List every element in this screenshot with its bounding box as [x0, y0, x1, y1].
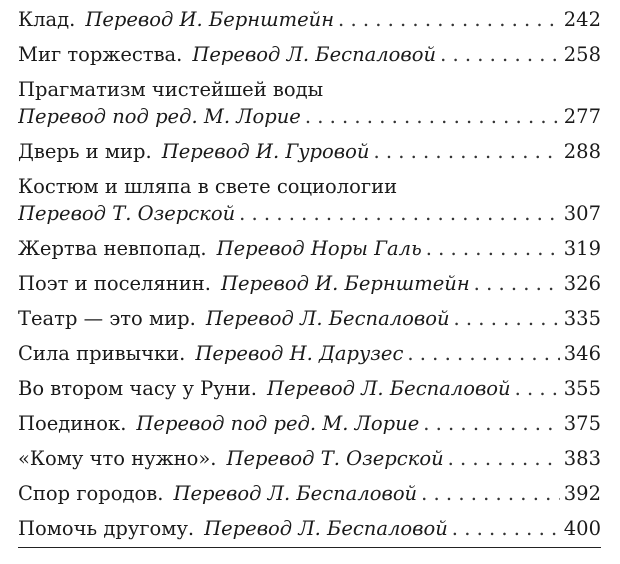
- toc-line: [18, 480, 601, 507]
- story-title: Поэт и поселянин.: [18, 272, 211, 295]
- page-number: 375: [563, 412, 601, 435]
- toc-line: [18, 235, 601, 262]
- toc-line: [18, 6, 601, 33]
- toc-entry: [18, 41, 601, 68]
- translator-credit: Перевод Л. Беспаловой: [173, 482, 418, 505]
- toc-entry: [18, 270, 601, 297]
- dot-leader: [452, 515, 560, 542]
- toc-line: [18, 41, 601, 68]
- translator-credit: Перевод И. Бернштейн: [85, 8, 335, 31]
- translator-credit: Перевод Норы Галь: [216, 237, 422, 260]
- dot-leader: [423, 410, 560, 437]
- page-number: 400: [563, 517, 601, 540]
- page-number: 288: [563, 140, 601, 163]
- dot-leader: [448, 445, 560, 472]
- story-title: Во втором часу у Руни.: [18, 377, 257, 400]
- page-number: 242: [563, 8, 601, 31]
- page-number: 346: [563, 342, 601, 365]
- toc-entry: [18, 6, 601, 33]
- page-number: 277: [563, 105, 601, 128]
- translator-credit: Перевод Т. Озерской: [226, 447, 444, 470]
- translator-credit: Перевод И. Бернштейн: [220, 272, 470, 295]
- dot-leader: [305, 103, 560, 130]
- story-title: «Кому что нужно».: [18, 447, 217, 470]
- translator-credit: Перевод Л. Беспаловой: [192, 43, 437, 66]
- story-title: Жертва невпопад.: [18, 237, 207, 260]
- toc-entry: [18, 235, 601, 262]
- toc-line: [18, 515, 601, 542]
- toc-entry: [18, 515, 601, 548]
- page-number: 319: [563, 237, 601, 260]
- page-number: 307: [563, 202, 601, 225]
- dot-leader: [515, 375, 560, 402]
- page-number: 335: [563, 307, 601, 330]
- dot-leader: [421, 480, 560, 507]
- story-title: Костюм и шляпа в свете социологии: [18, 175, 398, 198]
- toc-line: [18, 340, 601, 367]
- page-number: 392: [563, 482, 601, 505]
- toc-entry: [18, 445, 601, 472]
- toc-entry: [18, 375, 601, 402]
- dot-leader: [239, 200, 560, 227]
- translator-credit: Перевод И. Гуровой: [161, 140, 370, 163]
- toc-line: [18, 103, 601, 130]
- story-title: Сила привычки.: [18, 342, 186, 365]
- toc-entry: [18, 173, 601, 227]
- page-number: 355: [563, 377, 601, 400]
- story-title: Спор городов.: [18, 482, 164, 505]
- toc-line: [18, 375, 601, 402]
- toc-entry: [18, 138, 601, 165]
- page-number: 258: [563, 43, 601, 66]
- story-title: Театр — это мир.: [18, 307, 196, 330]
- translator-credit: Перевод Н. Дарузес: [195, 342, 404, 365]
- toc-entry: [18, 305, 601, 332]
- story-title: Поединок.: [18, 412, 127, 435]
- toc-line: [18, 410, 601, 437]
- story-title: Клад.: [18, 8, 76, 31]
- story-title: Дверь и мир.: [18, 140, 152, 163]
- dot-leader: [407, 340, 559, 367]
- dot-leader: [440, 41, 560, 68]
- table-of-contents: [18, 6, 601, 548]
- page-number: 383: [563, 447, 601, 470]
- toc-entry: [18, 340, 601, 367]
- toc-entry: [18, 76, 601, 130]
- toc-line: [18, 445, 601, 472]
- toc-line: [18, 305, 601, 332]
- dot-leader: [338, 6, 560, 33]
- toc-line: [18, 138, 601, 165]
- dot-leader: [426, 235, 560, 262]
- story-title: Помочь другому.: [18, 517, 195, 540]
- translator-credit: Перевод под ред. М. Лорие: [18, 105, 301, 128]
- page-number: 326: [563, 272, 601, 295]
- toc-line: [18, 200, 601, 227]
- translator-credit: Перевод Л. Беспаловой: [204, 517, 448, 540]
- toc-entry: [18, 480, 601, 507]
- dot-leader: [474, 270, 560, 297]
- translator-credit: Перевод Т. Озерской: [18, 202, 236, 225]
- toc-line: [18, 270, 601, 297]
- dot-leader: [454, 305, 560, 332]
- toc-entry: [18, 410, 601, 437]
- dot-leader: [373, 138, 559, 165]
- story-title: Миг торжества.: [18, 43, 183, 66]
- translator-credit: Перевод Л. Беспаловой: [266, 377, 511, 400]
- translator-credit: Перевод под ред. М. Лорие: [136, 412, 420, 435]
- story-title: Прагматизм чистейшей воды: [18, 78, 324, 101]
- translator-credit: Перевод Л. Беспаловой: [205, 307, 450, 330]
